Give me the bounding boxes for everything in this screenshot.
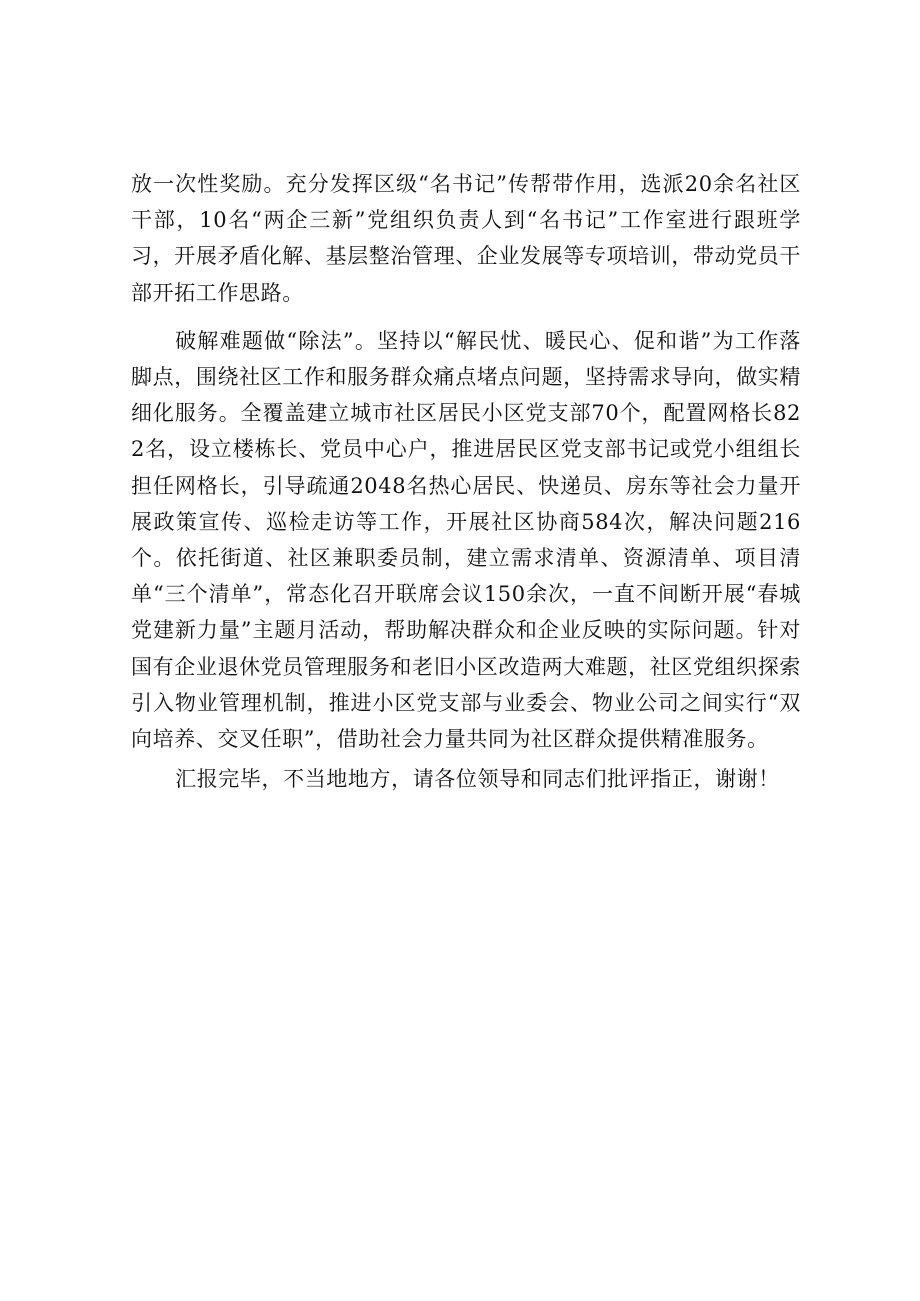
paragraph-training-continued: 放一次性奖励。充分发挥区级“名书记”传帮带作用，选派20余名社区干部，10名“两企三新”党组织负责人到“名书记”工作室进行跟班学习，开展矛盾化解、基层整治管理、企业发展等专项培训，带动党员干部开拓工作思路。 xyxy=(131,172,801,305)
document-body xyxy=(131,166,801,797)
paragraph-closing-remarks: 汇报完毕，不当地地方，请各位领导和同志们批评指正，谢谢！ xyxy=(175,767,780,792)
paragraph-spacer xyxy=(131,311,801,323)
paragraph-solving-problems: 破解难题做“除法”。坚持以“解民忧、暖民心、促和谐”为工作落脚点，围绕社区工作和服务群众痛点堵点问题，坚持需求导向，做实精细化服务。全覆盖建立城市社区居民小区党支部70个，配置网格长822名，设立楼栋长、党员中心户，推进居民区党支部书记或党小组组长担任网格长，引导疏通2048名热心居民、快递员、房东等社会力量开展政策宣传、巡检走访等工作，开展社区协商584次，解决问题216个。依托街道、社区兼职委员制，建立需求清单、资源清单、项目清单“三个清单”，常态化召开联席会议150余次，一直不间断开展“春城党建新力量”主题月活动，帮助解决群众和企业反映的实际问题。针对国有企业退休党员管理服务和老旧小区改造两大难题，社区党组织探索引入物业管理机制，推进小区党支部与业委会、物业公司之间实行“双向培养、交叉任职”，借助社会力量共同为社区群众提供精准服务。 xyxy=(131,328,801,752)
